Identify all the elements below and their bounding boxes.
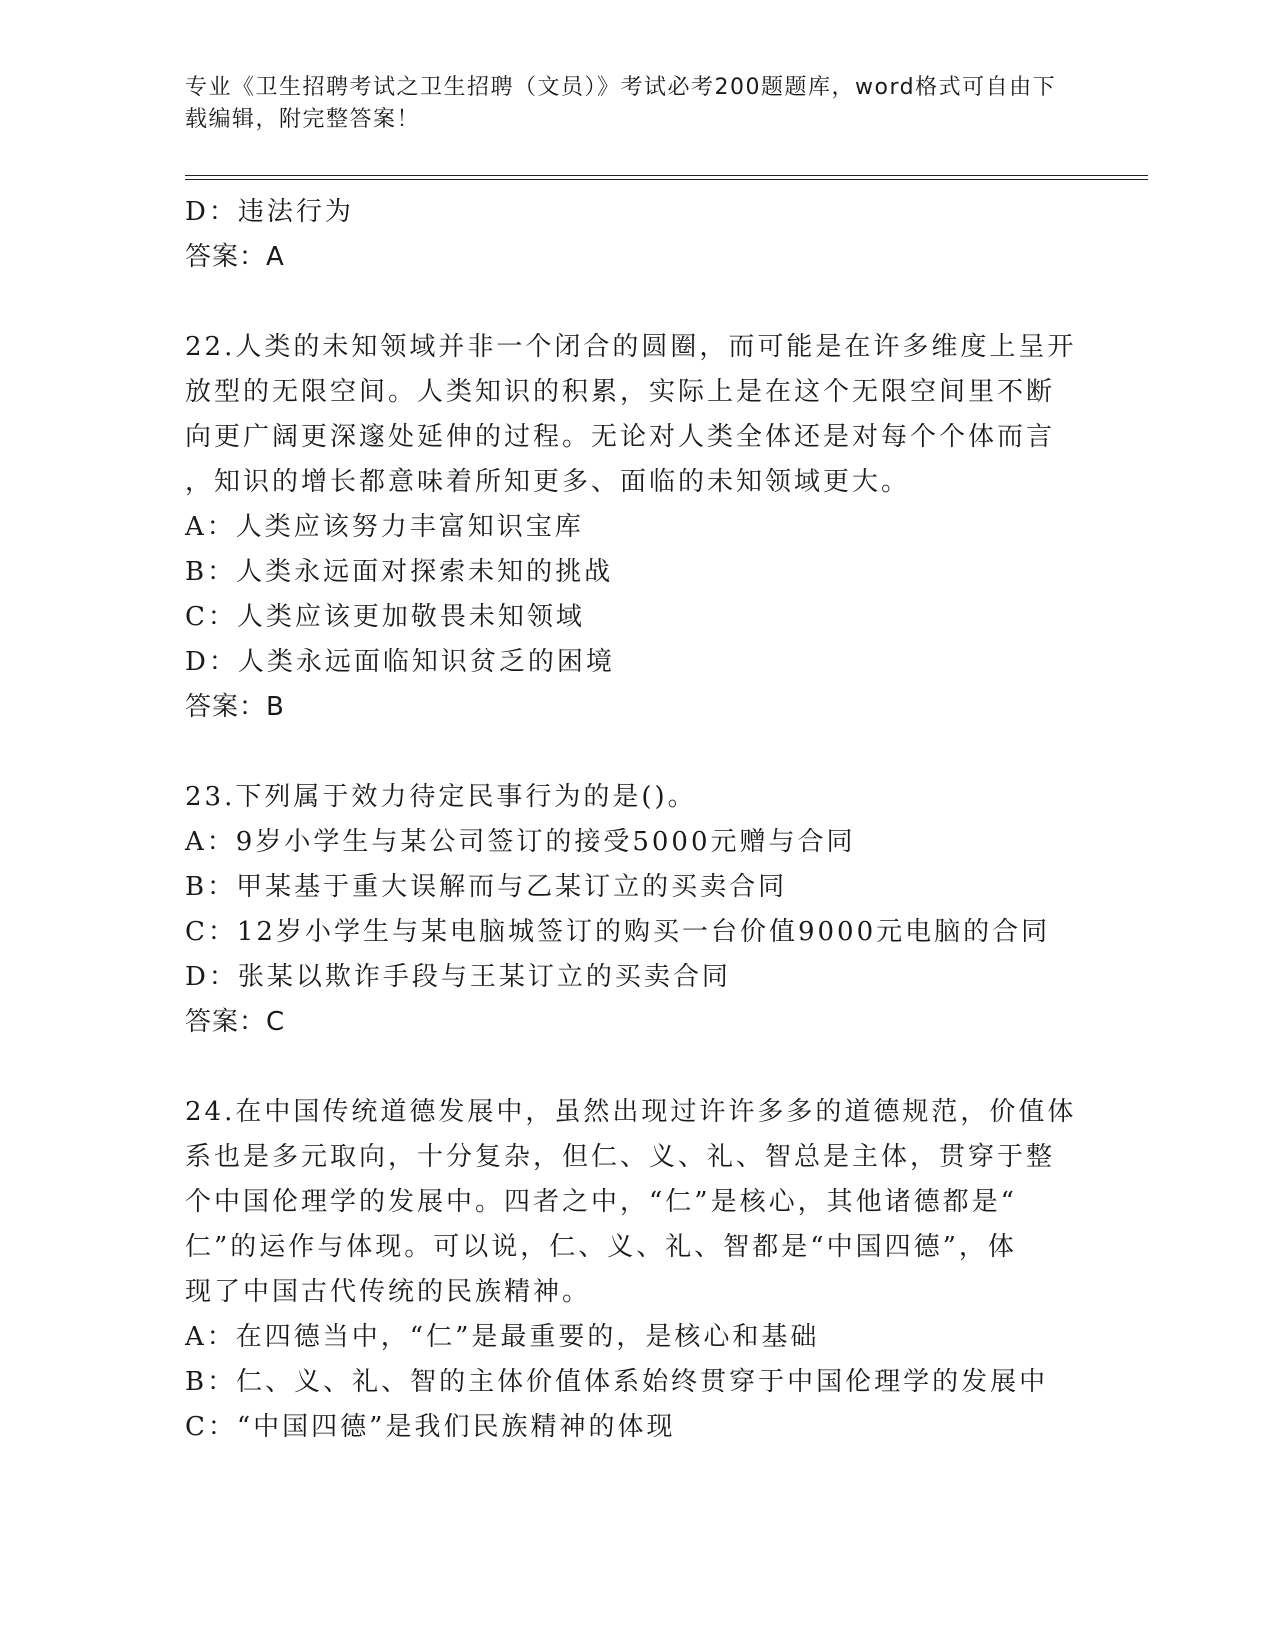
option-b: B：甲某基于重大误解而与乙某订立的买卖合同 (185, 872, 788, 902)
option-b: B：人类永远面对探索未知的挑战 (185, 557, 614, 587)
option-a: A：在四德当中，“仁”是最重要的，是核心和基础 (185, 1322, 820, 1352)
answer-line: 答案：B (185, 692, 285, 722)
previous-question-tail (185, 190, 1085, 280)
header-divider (185, 175, 1148, 181)
stem-line: 仁”的运作与体现。可以说，仁、义、礼、智都是“中国四德”，体 (185, 1232, 1017, 1262)
stem-line: 个中国伦理学的发展中。四者之中，“仁”是核心，其他诸德都是“ (185, 1187, 1017, 1217)
stem-line: 24.在中国传统道德发展中，虽然出现过许许多多的道德规范，价值体 (185, 1097, 1077, 1127)
answer-line: 答案：C (185, 1007, 286, 1037)
stem-line: 放型的无限空间。人类知识的积累，实际上是在这个无限空间里不断 (185, 377, 1056, 407)
option-d: D：人类永远面临知识贫乏的困境 (185, 647, 615, 677)
stem-line: 现了中国古代传统的民族精神。 (185, 1277, 592, 1307)
question-stem (185, 325, 1077, 505)
stem-line: ，知识的增长都意味着所知更多、面临的未知领域更大。 (185, 467, 911, 497)
question-24 (185, 1090, 1085, 1450)
document-body (185, 190, 1085, 1450)
option-d: D：违法行为 (185, 197, 354, 227)
question-stem (185, 775, 1065, 820)
divider-line-bottom (185, 179, 1148, 180)
question-23 (185, 775, 1085, 1045)
stem-line: 23.下列属于效力待定民事行为的是()。 (185, 782, 697, 812)
page-header-title: 专业《卫生招聘考试之卫生招聘（文员）》考试必考200题题库，word格式可自由下载编辑，附完整答案！ (185, 75, 1057, 132)
option-d: D：张某以欺诈手段与王某订立的买卖合同 (185, 962, 731, 992)
answer-line: 答案：A (185, 242, 285, 272)
option-b: B：仁、义、礼、智的主体价值体系始终贯穿于中国伦理学的发展中 (185, 1367, 1049, 1397)
option-c: C：12岁小学生与某电脑城签订的购买一台价值9000元电脑的合同 (185, 917, 1051, 947)
stem-line: 22.人类的未知领域并非一个闭合的圆圈，而可能是在许多维度上呈开 (185, 332, 1077, 362)
divider-line-top (185, 175, 1148, 176)
question-22 (185, 325, 1085, 730)
question-stem (185, 1090, 1077, 1315)
option-a: A：人类应该努力丰富知识宝库 (185, 512, 584, 542)
option-c: C：人类应该更加敬畏未知领域 (185, 602, 585, 632)
stem-line: 系也是多元取向，十分复杂，但仁、义、礼、智总是主体，贯穿于整 (185, 1142, 1056, 1172)
stem-line: 向更广阔更深邃处延伸的过程。无论对人类全体还是对每个个体而言 (185, 422, 1056, 452)
option-c: C：“中国四德”是我们民族精神的体现 (185, 1412, 676, 1442)
option-a: A：9岁小学生与某公司签订的接受5000元赠与合同 (185, 827, 856, 857)
